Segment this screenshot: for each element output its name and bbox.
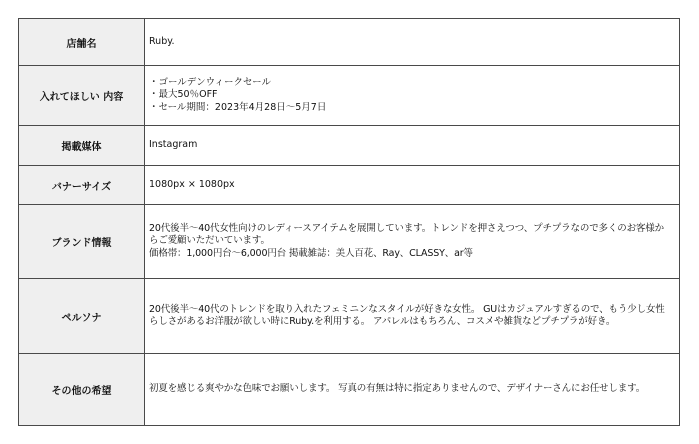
content-line-sale: ・ゴールデンウィークセール <box>149 76 271 88</box>
content-line-discount: ・最大50％OFF <box>149 89 218 101</box>
row-label-store-name: 店舗名 <box>19 19 145 66</box>
row-label-content: 入れてほしい 内容 <box>19 66 145 126</box>
brand-info-value <box>145 205 680 279</box>
row-label-media: 掲載媒体 <box>19 126 145 166</box>
table-row-brand-info <box>19 205 680 279</box>
media-value: Instagram <box>145 126 680 166</box>
brand-info-price-magazines: 価格帯：1,000円台～6,000円台 掲載雑誌：美人百花、Ray、CLASSY、ar等 <box>149 247 473 259</box>
banner-size-value: 1080px × 1080px <box>145 166 680 205</box>
content-line-period: ・セール期間：2023年4月28日～5月7日 <box>149 101 327 113</box>
banner-request-table <box>18 18 680 426</box>
other-requests-value <box>145 354 680 426</box>
row-label-brand-info: ブランド情報 <box>19 205 145 279</box>
content-value <box>145 66 680 126</box>
row-label-banner-size: バナーサイズ <box>19 166 145 205</box>
table-row-banner-size <box>19 166 680 205</box>
row-label-persona: ペルソナ <box>19 279 145 354</box>
persona-value <box>145 279 680 354</box>
brand-info-description: 20代後半～40代女性向けのレディースアイテムを展開しています。トレンドを押さえつつ、プチプラなので多くのお客様からご愛顧いただいています。 <box>149 222 664 247</box>
table-row-media <box>19 126 680 166</box>
table-row-persona <box>19 279 680 354</box>
table-row-other-requests <box>19 354 680 426</box>
table-row-content <box>19 66 680 126</box>
other-requests-description: 初夏を感じる爽やかな色味でお願いします。 写真の有無は特に指定ありませんので、デザイナーさんにお任せします。 <box>149 383 646 395</box>
spec-sheet <box>18 18 680 426</box>
table-row-store-name <box>19 19 680 66</box>
persona-description: 20代後半～40代のトレンドを取り入れたフェミニンなスタイルが好きな女性。 GUはカジュアルすぎるので、もう少し女性らしさがあるお洋服が欲しい時にRuby.を利用する。 アパレルはもちろん、コスメや雑貨などプチプラが好き。 <box>149 303 665 327</box>
store-name-value: Ruby. <box>145 19 680 66</box>
row-label-other-requests: その他の希望 <box>19 354 145 426</box>
